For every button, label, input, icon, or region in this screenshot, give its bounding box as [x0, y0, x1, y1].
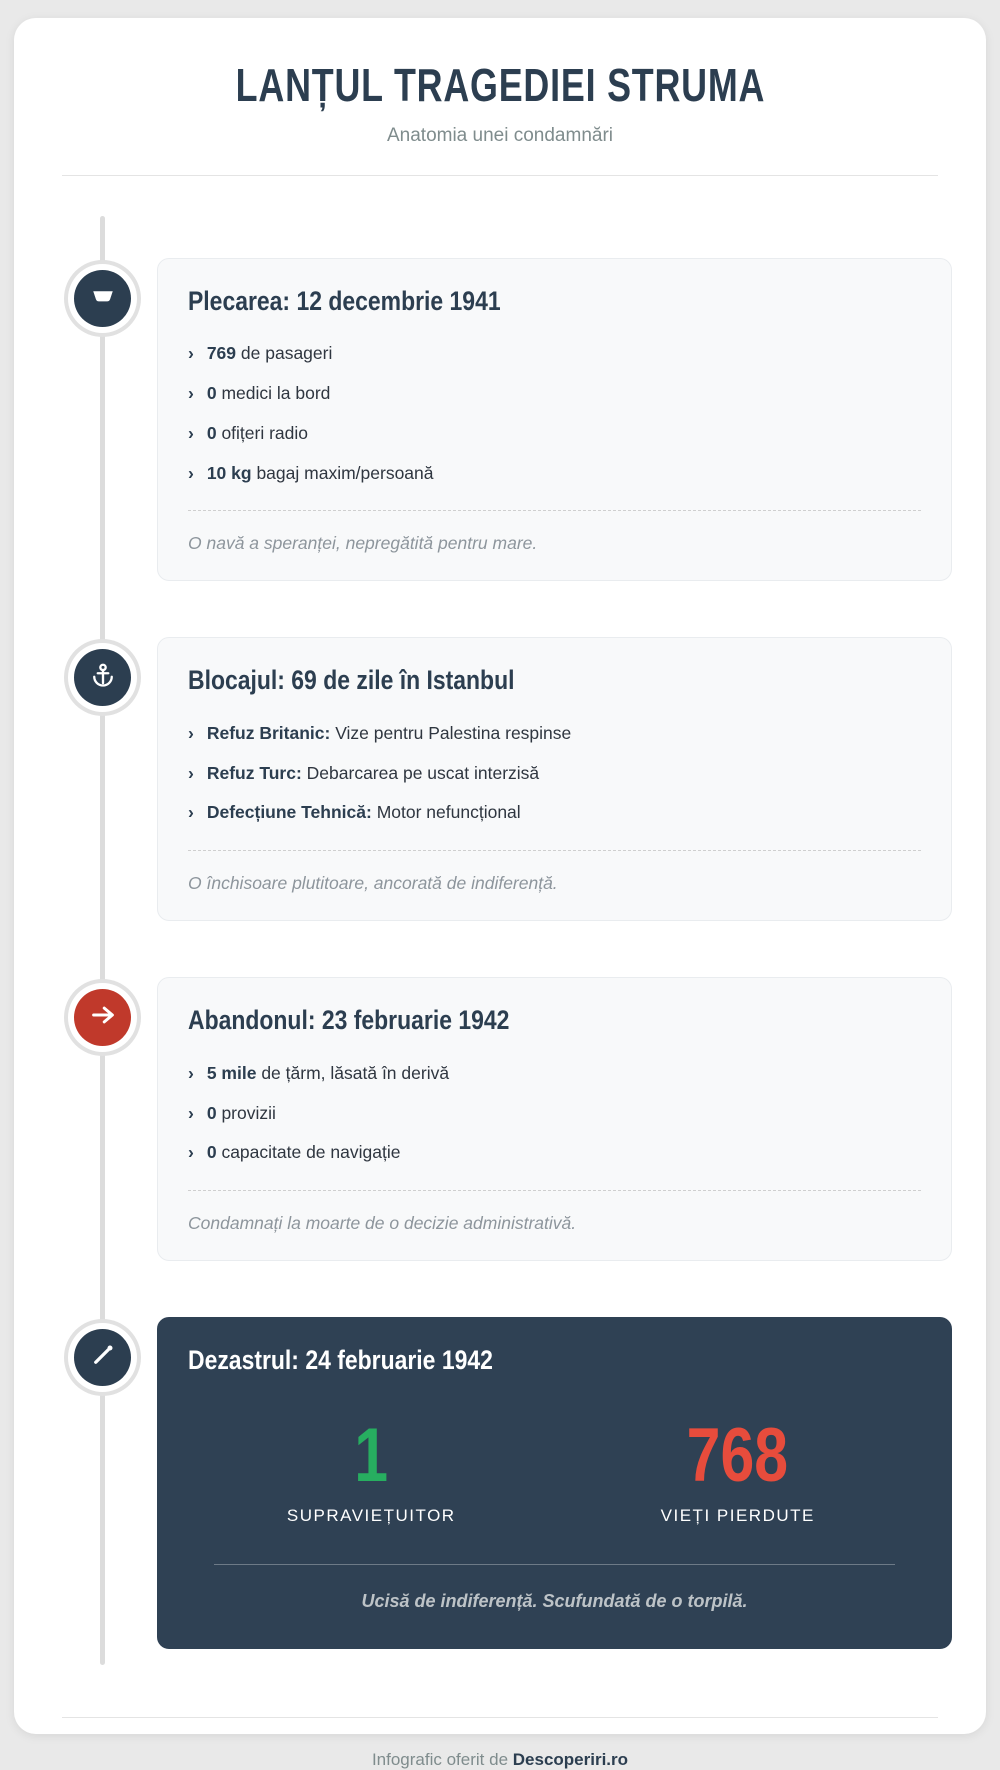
timeline — [48, 258, 952, 1649]
list-item: › 0 provizii — [188, 1102, 276, 1123]
timeline-step-abandonment — [48, 977, 952, 1261]
card-quote: Condamnați la moarte de o decizie administrativă. — [188, 1190, 921, 1234]
footer-brand: Descoperiri.ro — [512, 1749, 629, 1769]
anchor-icon — [89, 661, 117, 694]
list-item: › 5 mile de țărm, lăsată în derivă — [188, 1062, 450, 1083]
chevron-bullet-icon: › — [188, 802, 194, 823]
chevron-bullet-icon: › — [188, 1102, 194, 1123]
chevron-bullet-icon: › — [188, 1142, 194, 1163]
chevron-bullet-icon: › — [188, 762, 194, 783]
list-item: › 0 capacitate de navigație — [188, 1142, 401, 1163]
event-card-abandonment — [157, 977, 952, 1261]
timeline-node — [74, 270, 131, 327]
timeline-node — [74, 1329, 131, 1386]
list-item: › Refuz Turc: Debarcarea pe uscat interzisă — [188, 762, 540, 783]
list-item: › Defecțiune Tehnică: Motor nefuncțional — [188, 802, 521, 823]
list-item: › 10 kg bagaj maxim/persoană — [188, 462, 434, 483]
stat-lives-lost — [555, 1412, 922, 1526]
chevron-bullet-icon: › — [188, 722, 194, 743]
timeline-node — [74, 989, 131, 1046]
card-quote: O închisoare plutitoare, ancorată de indiferență. — [188, 850, 921, 894]
list-item: › 769 de pasageri — [188, 343, 333, 364]
chevron-bullet-icon: › — [188, 1062, 194, 1083]
footer-text: Infografic oferit de — [371, 1749, 509, 1769]
header-divider — [62, 175, 938, 176]
event-card-blockade — [157, 637, 952, 921]
footer-divider — [62, 1717, 938, 1718]
stat-label: SUPRAVIEȚUITOR — [286, 1505, 456, 1525]
card-quote: Ucisă de indiferență. Scufundată de o torpilă. — [214, 1564, 895, 1612]
timeline-step-disaster — [48, 1317, 952, 1649]
page-title: LANȚUL TRAGEDIEI STRUMA — [235, 59, 765, 111]
event-card-departure — [157, 258, 952, 582]
card-quote: O navă a speranței, nepregătită pentru mare. — [188, 510, 921, 554]
card-heading: Plecarea: 12 decembrie 1941 — [188, 285, 501, 316]
list-item: › 0 medici la bord — [188, 383, 331, 404]
stats-row — [188, 1412, 921, 1526]
stat-value: 1 — [354, 1412, 389, 1498]
torpedo-icon — [88, 1340, 118, 1375]
ship-icon — [88, 281, 118, 316]
timeline-step-blockade — [48, 637, 952, 921]
card-heading: Blocajul: 69 de zile în Istanbul — [188, 665, 515, 696]
arrow-right-icon — [88, 1000, 118, 1035]
chevron-bullet-icon: › — [188, 462, 194, 483]
card-heading: Abandonul: 23 februarie 1942 — [188, 1005, 510, 1036]
timeline-node — [74, 649, 131, 706]
page-subtitle: Anatomia unei condamnări — [386, 124, 614, 146]
chevron-bullet-icon: › — [188, 383, 194, 404]
event-card-disaster — [157, 1317, 952, 1649]
stat-label: VIEȚI PIERDUTE — [660, 1505, 815, 1525]
footer — [48, 1750, 952, 1770]
chevron-bullet-icon: › — [188, 343, 194, 364]
list-item: › Refuz Britanic: Vize pentru Palestina respinse — [188, 722, 572, 743]
timeline-step-departure — [48, 258, 952, 582]
list-item: › 0 ofițeri radio — [188, 422, 309, 443]
infographic-sheet — [14, 18, 986, 1769]
chevron-bullet-icon: › — [188, 422, 194, 443]
stat-survivor — [188, 1412, 555, 1526]
stat-value: 768 — [687, 1412, 789, 1498]
card-heading: Dezastrul: 24 februarie 1942 — [188, 1345, 493, 1376]
